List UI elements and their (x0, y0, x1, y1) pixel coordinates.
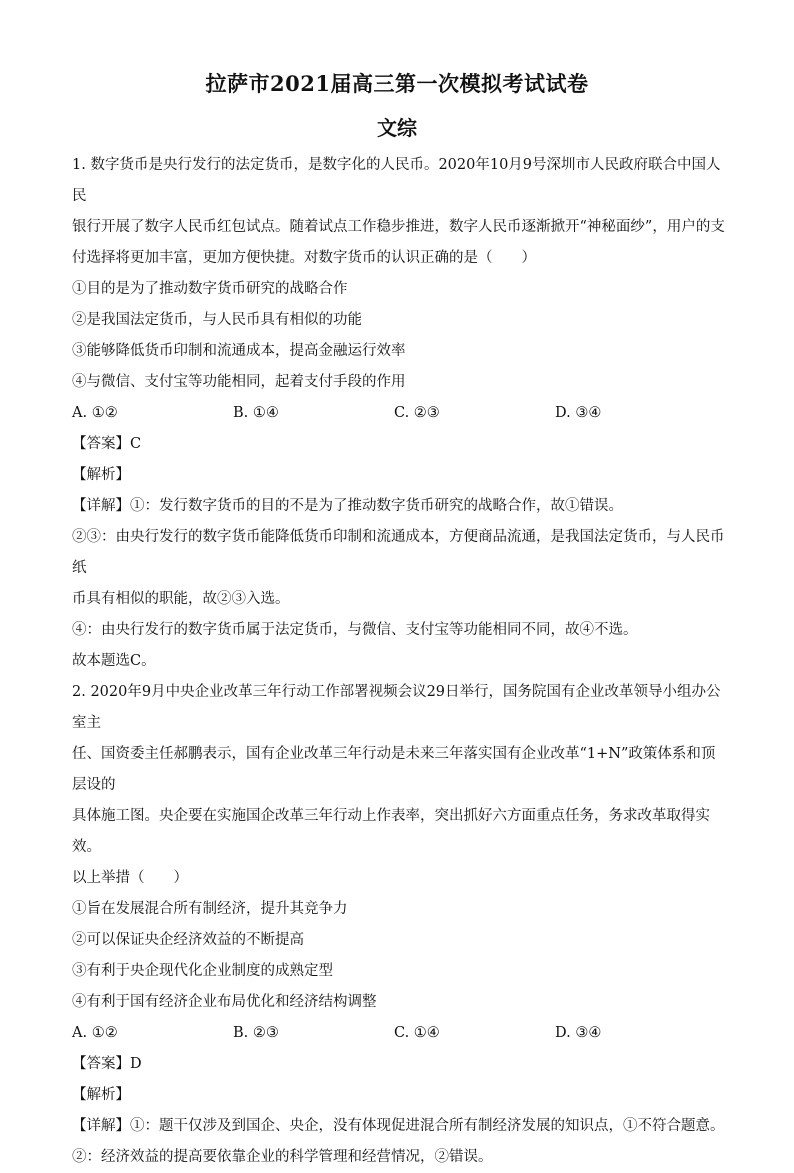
detail-line: ④：由央行发行的数字货币属于法定货币，与微信、支付宝等功能相同不同，故④不选。 (72, 622, 638, 638)
detail-line: ②③：由央行发行的数字货币能降低货币印制和流通成本，方便商品流通，是我国法定货币，与人民币纸 (72, 529, 725, 576)
question-stem-line: 2. 2020年9月中央企业改革三年行动工作部署视频会议29日举行，国务院国有企业改革领导小组办公室主 (72, 684, 721, 731)
analysis-label: 【解析】 (72, 1087, 130, 1103)
document-body (72, 150, 727, 1173)
statement-item: ①目的是为了推动数字货币研究的战略合作 (72, 281, 348, 297)
option-d: D. ③④ (555, 1025, 602, 1041)
question-2 (72, 677, 727, 1173)
answer-options (72, 398, 727, 429)
question-1 (72, 150, 727, 677)
document-subtitle: 文综 (377, 116, 417, 140)
statement-item: ④有利于国有经济企业布局优化和经济结构调整 (72, 994, 377, 1010)
question-stem-line: 1. 数字货币是央行发行的法定货币，是数字化的人民币。2020年10月9号深圳市人民政府联合中国人民 (72, 157, 721, 204)
question-stem-line: 付选择将更加丰富，更加方便快捷。对数字货币的认识正确的是（ ） (72, 250, 536, 266)
option-a: A. ①② (72, 405, 118, 421)
question-stem-line: 以上举措（ ） (72, 870, 188, 886)
option-c: C. ①④ (394, 1025, 440, 1041)
question-stem-line: 任、国资委主任郝鹏表示，国有企业改革三年行动是未来三年落实国有企业改革“1+N”政策体系和顶层设的 (72, 746, 716, 793)
statement-item: ③能够降低货币印制和流通成本，提高金融运行效率 (72, 343, 406, 359)
detail-line: ②：经济效益的提高要依靠企业的科学管理和经营情况，②错误。 (72, 1149, 493, 1165)
detail-line: 币具有相似的职能，故②③入选。 (72, 591, 290, 607)
option-d: D. ③④ (555, 405, 602, 421)
answer-line: 【答案】D (72, 1056, 142, 1072)
question-stem-line: 具体施工图。央企要在实施国企改革三年行动上作表率，突出抓好六方面重点任务，务求改革取得实效。 (72, 808, 710, 855)
statement-item: ①旨在发展混合所有制经济，提升其竞争力 (72, 901, 348, 917)
detail-line: 故本题选C。 (72, 653, 156, 669)
statement-item: ②是我国法定货币，与人民币具有相似的功能 (72, 312, 362, 328)
option-a: A. ①② (72, 1025, 118, 1041)
option-b: B. ①④ (233, 405, 279, 421)
option-b: B. ②③ (233, 1025, 279, 1041)
question-stem-line: 银行开展了数字人民币红包试点。随着试点工作稳步推进，数字人民币逐渐掀开“神秘面纱”，用户的支 (72, 219, 725, 235)
detail-line: 【详解】①：发行数字货币的目的不是为了推动数字货币研究的战略合作，故①错误。 (72, 498, 623, 514)
statement-item: ②可以保证央企经济效益的不断提高 (72, 932, 304, 948)
analysis-label: 【解析】 (72, 467, 130, 483)
statement-item: ③有利于央企现代化企业制度的成熟定型 (72, 963, 333, 979)
answer-options (72, 1018, 727, 1049)
document-title: 拉萨市2021届高三第一次模拟考试试卷 (205, 71, 589, 96)
answer-line: 【答案】C (72, 436, 142, 452)
detail-line: 【详解】①：题干仅涉及到国企、央企，没有体现促进混合所有制经济发展的知识点，①不符合题意。 (72, 1118, 725, 1134)
option-c: C. ②③ (394, 405, 440, 421)
statement-item: ④与微信、支付宝等功能相同，起着支付手段的作用 (72, 374, 406, 390)
